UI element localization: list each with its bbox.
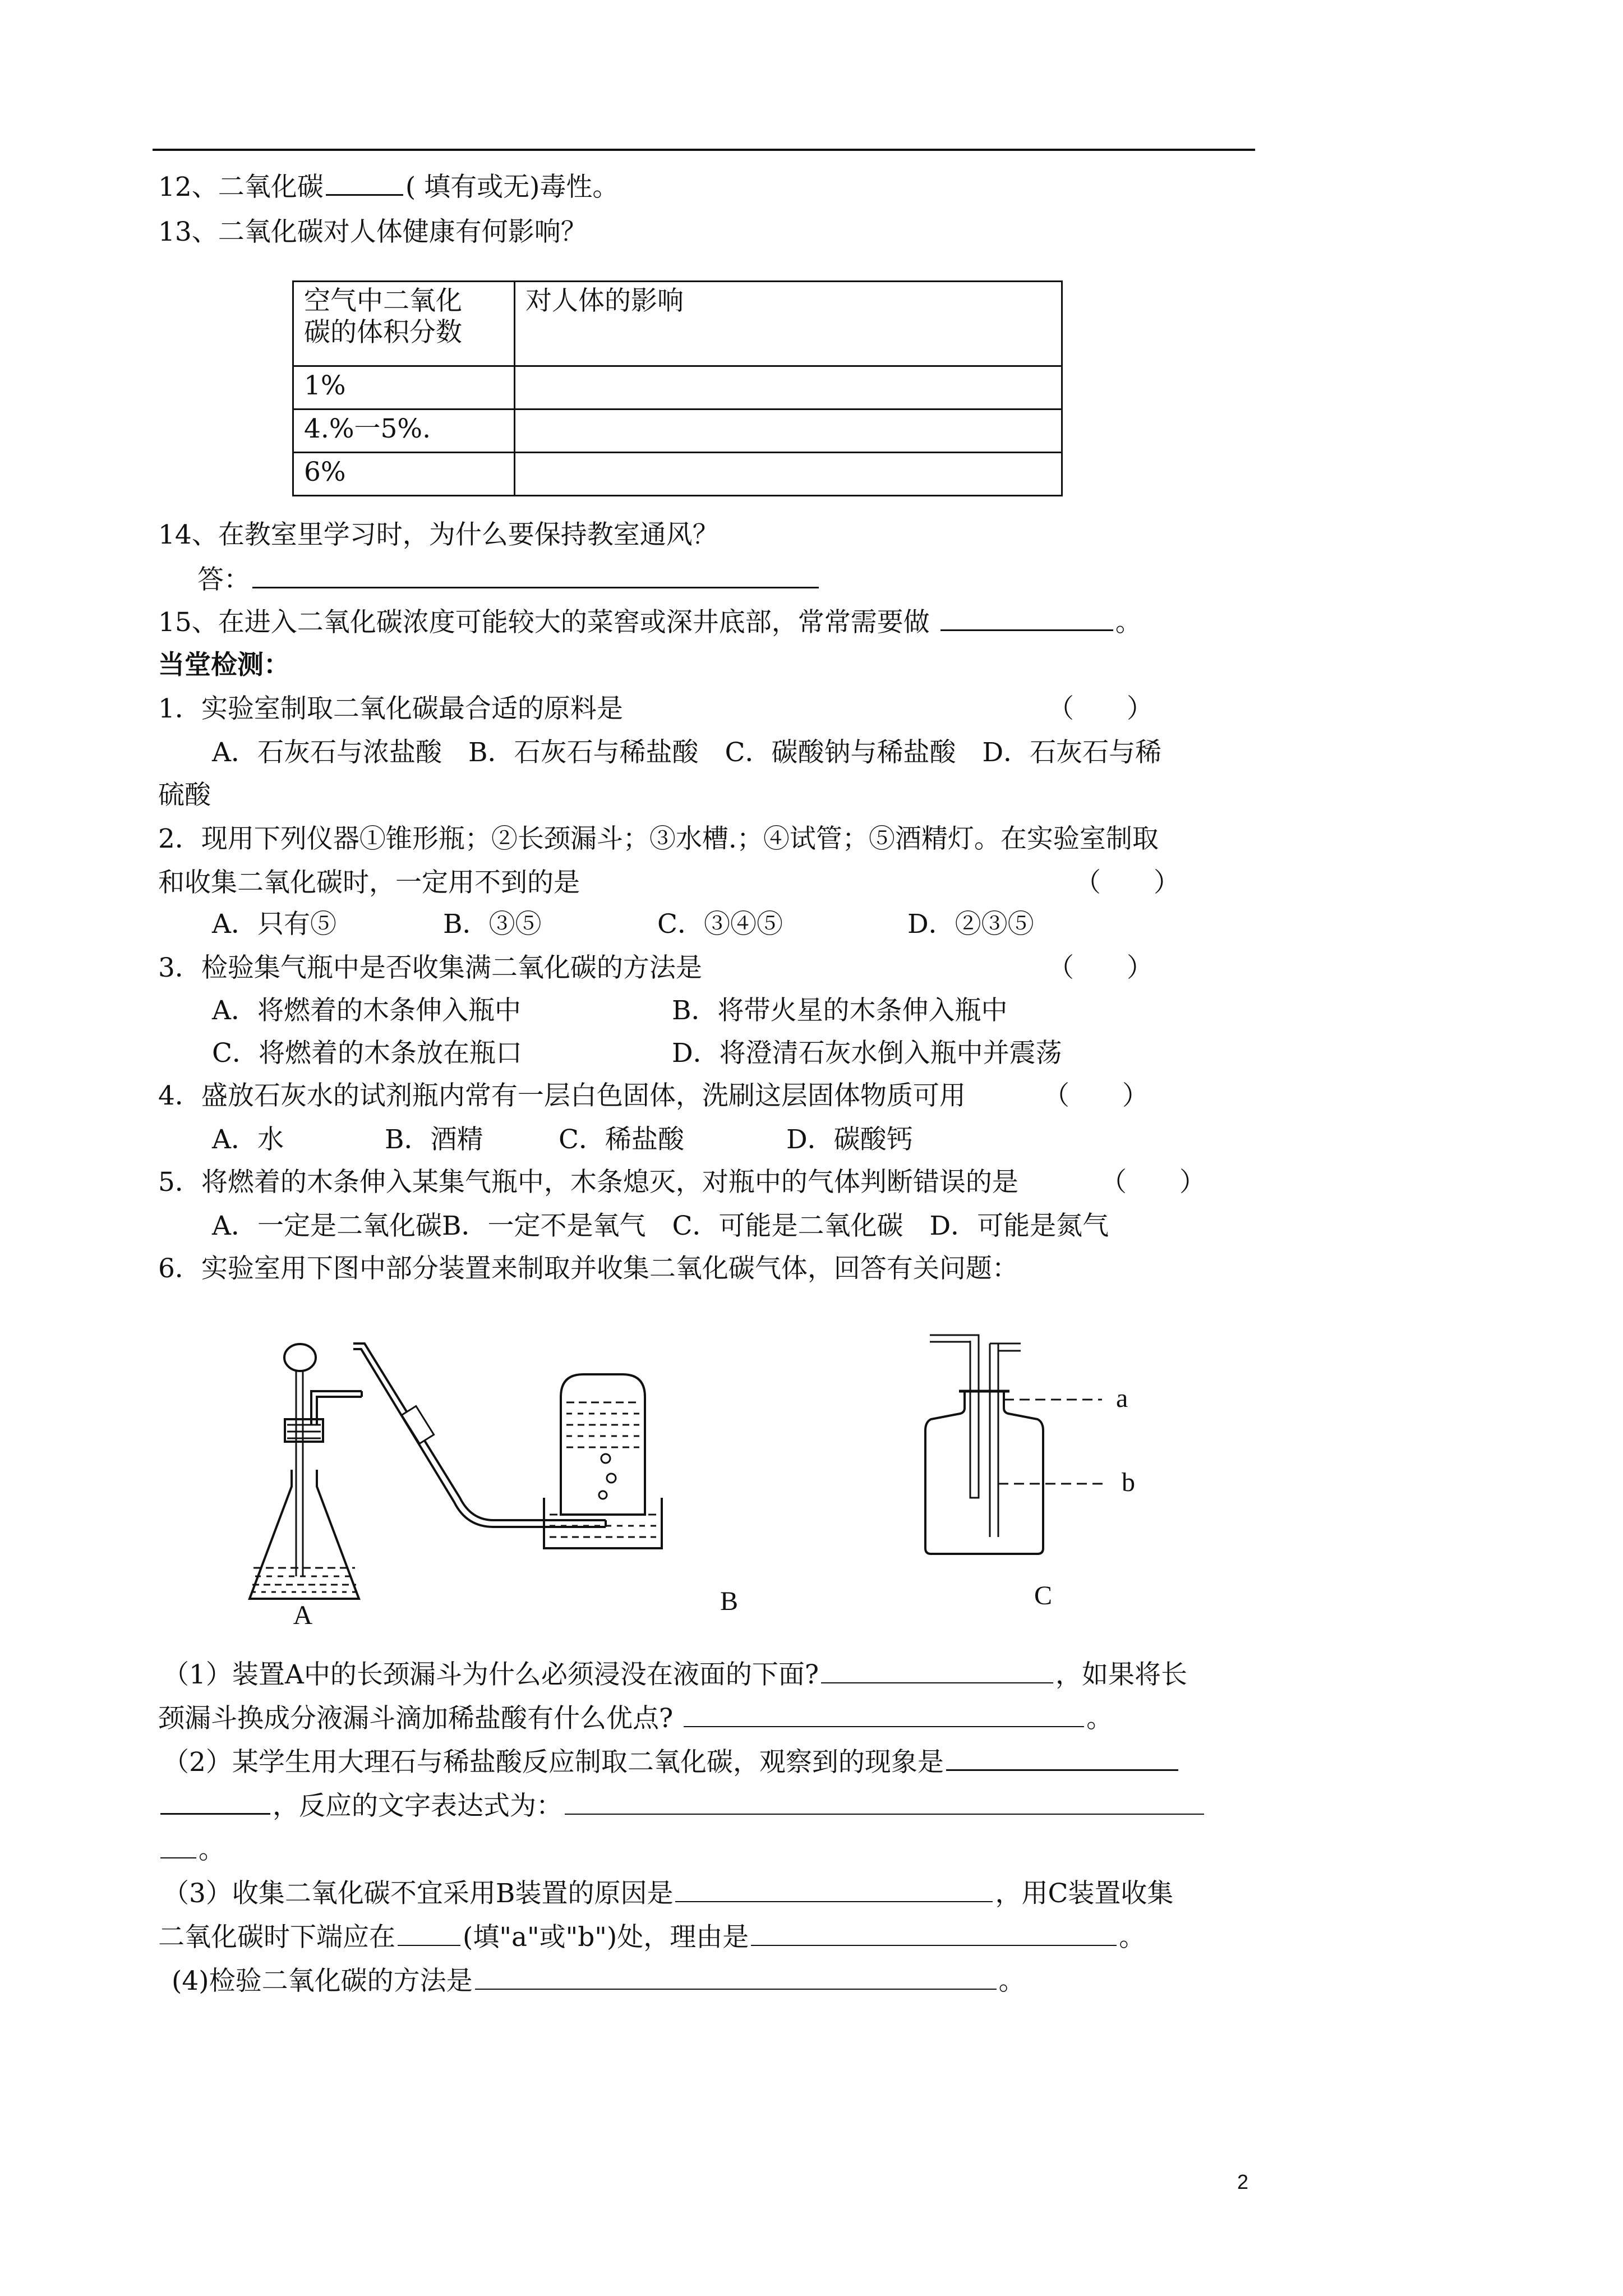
sub-2-line-3 bbox=[158, 1834, 225, 1866]
sub-3-blank-2[interactable] bbox=[398, 1922, 460, 1946]
table-header-fraction bbox=[293, 282, 515, 366]
sub-1-text-d: 。 bbox=[1086, 1703, 1113, 1734]
apparatus-a bbox=[250, 1344, 362, 1599]
question-13: 13、二氧化碳对人体健康有何影响？ bbox=[158, 217, 587, 247]
table-header-effect: 对人体的影响 bbox=[515, 282, 1062, 366]
table-cell-fraction: 6% bbox=[293, 453, 515, 496]
q12-blank[interactable] bbox=[326, 172, 403, 196]
mc-4-option-d[interactable]: D．碳酸钙 bbox=[786, 1124, 913, 1155]
mc-1-options-cont: 硫酸 bbox=[158, 780, 211, 811]
table-cell-effect[interactable] bbox=[515, 366, 1062, 409]
q14-answer-line bbox=[197, 564, 821, 596]
sub-3-text-e: 。 bbox=[1119, 1922, 1146, 1953]
mc-4-option-b[interactable]: B．酒精 bbox=[385, 1124, 483, 1155]
sub-3-text-c: 二氧化碳时下端应在 bbox=[158, 1922, 395, 1953]
sub-1-text-c: 颈漏斗换成分液漏斗滴加稀盐酸有什么优点? bbox=[158, 1703, 674, 1734]
header-fraction-line1: 空气中二氧化 bbox=[304, 286, 462, 316]
mc-1-answer-paren[interactable]: （ ） bbox=[1048, 693, 1153, 724]
table-cell-effect[interactable] bbox=[515, 409, 1062, 453]
sub-2-blank-4[interactable] bbox=[160, 1835, 196, 1858]
sub-3-line-1 bbox=[163, 1878, 1173, 1910]
co2-effects-table bbox=[292, 280, 1063, 496]
mc-2-answer-paren[interactable]: （ ） bbox=[1075, 867, 1180, 898]
mark-b: b bbox=[1122, 1467, 1135, 1497]
q12-tail: ( 填有或无)毒性。 bbox=[405, 172, 619, 203]
apparatus-b bbox=[353, 1343, 662, 1548]
table-row bbox=[293, 366, 1062, 409]
sub-4-text-b: 。 bbox=[998, 1966, 1025, 1996]
sub-1-blank-2[interactable] bbox=[684, 1704, 1084, 1727]
header-fraction-line2: 碳的体积分数 bbox=[304, 317, 462, 348]
q14-answer-blank[interactable] bbox=[252, 564, 819, 588]
question-14: 14、在教室里学习时，为什么要保持教室通风？ bbox=[158, 519, 719, 550]
mc-2-stem-1: 2．现用下列仪器①锥形瓶；②长颈漏斗；③水槽.；④试管；⑤酒精灯。在实验室制取 bbox=[158, 823, 1159, 854]
sub-4-text-a: (4)检验二氧化碳的方法是 bbox=[172, 1966, 473, 1996]
table-cell-effect[interactable] bbox=[515, 453, 1062, 496]
q15-blank[interactable] bbox=[940, 607, 1113, 631]
sub-1-line-1 bbox=[163, 1659, 1187, 1691]
sub-2-blank-3[interactable] bbox=[565, 1791, 1204, 1815]
sub-1-blank-1[interactable] bbox=[821, 1660, 1053, 1683]
mc-5-options: A．一定是二氧化碳B．一定不是氧气 C．可能是二氧化碳 D．可能是氮气 bbox=[212, 1211, 1109, 1241]
mc-4-option-a[interactable]: A．水 bbox=[212, 1124, 284, 1155]
mc-3-option-a[interactable]: A．将燃着的木条伸入瓶中 bbox=[212, 995, 521, 1026]
sub-3-blank-1[interactable] bbox=[675, 1879, 993, 1902]
sub-2-line-2 bbox=[158, 1791, 1206, 1822]
page-number: 2 bbox=[1237, 2170, 1248, 2193]
mc-2-option-b[interactable]: B．③⑤ bbox=[443, 909, 542, 940]
sub-2-text-a: （2）某学生用大理石与稀盐酸反应制取二氧化碳，观察到的现象是 bbox=[163, 1747, 944, 1778]
sub-1-line-2 bbox=[158, 1703, 1113, 1734]
label-a: A bbox=[293, 1600, 313, 1627]
mc-5-answer-paren[interactable]: （ ） bbox=[1100, 1167, 1206, 1198]
answer-label: 答： bbox=[197, 564, 250, 595]
sub-2-text-b: ，反应的文字表达式为： bbox=[273, 1791, 562, 1821]
table-header-row bbox=[293, 282, 1062, 366]
label-b: B bbox=[720, 1586, 739, 1616]
sub-2-line-1 bbox=[163, 1747, 1181, 1778]
mc-2-option-a[interactable]: A．只有⑤ bbox=[212, 909, 336, 940]
mc-1-options: A．石灰石与浓盐酸 B．石灰石与稀盐酸 C．碳酸钠与稀盐酸 D．石灰石与稀 bbox=[212, 737, 1162, 768]
q12-text: 12、二氧化碳 bbox=[158, 172, 324, 203]
sub-1-text-b: ，如果将长 bbox=[1055, 1659, 1188, 1690]
question-12 bbox=[158, 172, 619, 203]
mc-3-option-c[interactable]: C．将燃着的木条放在瓶口 bbox=[212, 1038, 522, 1069]
sub-3-blank-3[interactable] bbox=[751, 1922, 1117, 1946]
question-15 bbox=[158, 607, 1142, 638]
funnel-bulb bbox=[284, 1344, 316, 1371]
mc-2-option-c[interactable]: C．③④⑤ bbox=[657, 909, 783, 940]
sub-4-line bbox=[172, 1966, 1025, 1997]
mc-1-stem: 1．实验室制取二氧化碳最合适的原料是 bbox=[158, 693, 623, 724]
q15-text: 15、在进入二氧化碳浓度可能较大的菜窖或深井底部，常常需要做 bbox=[158, 607, 930, 638]
sub-3-line-2 bbox=[158, 1922, 1145, 1953]
mc-4-option-c[interactable]: C．稀盐酸 bbox=[559, 1124, 684, 1155]
mc-3-answer-paren[interactable]: （ ） bbox=[1048, 953, 1153, 983]
sub-2-blank-2[interactable] bbox=[160, 1791, 270, 1815]
sub-3-text-b: ，用C装置收集 bbox=[995, 1878, 1174, 1909]
table-row bbox=[293, 409, 1062, 453]
apparatus-c bbox=[925, 1335, 1108, 1554]
sub-4-blank[interactable] bbox=[475, 1966, 997, 1990]
mc-6-stem: 6．实验室用下图中部分装置来制取并收集二氧化碳气体，回答有关问题： bbox=[158, 1253, 1018, 1284]
table-cell-fraction: 4.%一5%. bbox=[293, 409, 515, 453]
mc-3-option-b[interactable]: B．将带火星的木条伸入瓶中 bbox=[672, 995, 1008, 1026]
mc-3-option-d[interactable]: D．将澄清石灰水倒入瓶中并震荡 bbox=[672, 1038, 1062, 1069]
mark-a: a bbox=[1116, 1383, 1128, 1413]
mc-2-option-d[interactable]: D．②③⑤ bbox=[907, 909, 1034, 940]
sub-1-text-a: （1）装置A中的长颈漏斗为什么必须浸没在液面的下面? bbox=[163, 1659, 819, 1690]
mc-2-stem-2: 和收集二氧化碳时，一定用不到的是 bbox=[158, 867, 580, 898]
sub-2-blank-1[interactable] bbox=[946, 1747, 1178, 1771]
section-title: 当堂检测： bbox=[158, 650, 290, 680]
sub-2-text-c: 。 bbox=[199, 1834, 225, 1865]
mc-5-stem: 5．将燃着的木条伸入某集气瓶中，木条熄灭，对瓶中的气体判断错误的是 bbox=[158, 1167, 1018, 1198]
mc-3-stem: 3．检验集气瓶中是否收集满二氧化碳的方法是 bbox=[158, 953, 702, 983]
mc-4-answer-paren[interactable]: （ ） bbox=[1043, 1080, 1149, 1111]
q15-tail: 。 bbox=[1115, 607, 1142, 638]
sub-3-text-a: （3）收集二氧化碳不宜采用B装置的原因是 bbox=[163, 1878, 674, 1909]
sub-3-text-d: (填"a"或"b")处，理由是 bbox=[463, 1922, 749, 1953]
apparatus-figure bbox=[224, 1313, 1234, 1627]
header-rule bbox=[153, 149, 1255, 151]
mc-4-stem: 4．盛放石灰水的试剂瓶内常有一层白色固体，洗刷这层固体物质可用 bbox=[158, 1080, 966, 1111]
label-c: C bbox=[1034, 1581, 1053, 1611]
table-cell-fraction: 1% bbox=[293, 366, 515, 409]
table-row bbox=[293, 453, 1062, 496]
